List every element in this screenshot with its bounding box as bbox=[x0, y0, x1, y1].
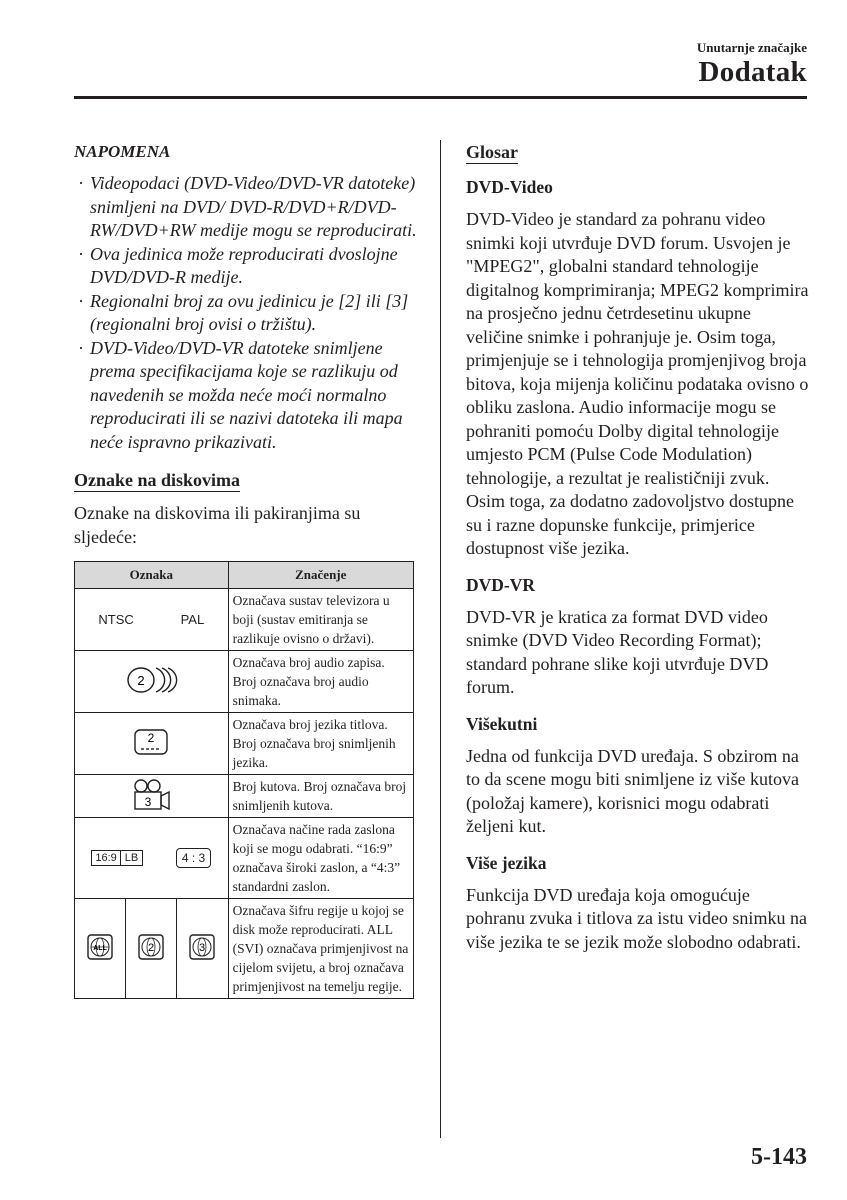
standard-screen-mark: 4 : 3 bbox=[176, 848, 211, 868]
subtitle-count: 2 bbox=[147, 731, 155, 745]
header-rule bbox=[74, 96, 807, 99]
camera-angle-icon bbox=[129, 777, 173, 813]
page-title: Dodatak bbox=[698, 56, 807, 88]
note-list bbox=[74, 172, 418, 454]
table-row bbox=[75, 589, 414, 651]
letterbox-label: LB bbox=[124, 852, 139, 864]
audio-count: 2 bbox=[137, 673, 145, 688]
disc-marks-table bbox=[74, 561, 414, 999]
disc-marks-title: Oznake na diskovima bbox=[74, 470, 241, 490]
meaning-cell: Označava šifru regije u kojoj se disk može reproducirati. ALL (SVI) označava primjenjivost na cijelom svijetu, a broj označava primjenjivost na temelju regije. bbox=[228, 899, 413, 999]
column-header-meaning: Značenje bbox=[228, 562, 413, 589]
column-header-mark: Oznaka bbox=[75, 562, 229, 589]
column-divider bbox=[440, 140, 441, 1138]
region-all-icon bbox=[86, 933, 114, 961]
ntsc-mark: NTSC bbox=[98, 612, 134, 627]
glossary-term: DVD-VR bbox=[466, 574, 536, 595]
pal-mark: PAL bbox=[180, 612, 205, 627]
table-row bbox=[75, 651, 414, 713]
glossary-definition: DVD-VR je kratica za format DVD video snimke (DVD Video Recording Format); standard pohrane slike koji utvrđuje DVD forum. bbox=[466, 606, 769, 697]
note-title: NAPOMENA bbox=[74, 142, 171, 161]
table-header-row bbox=[75, 562, 414, 589]
glossary-definition: Jedna od funkcija DVD uređaja. S obzirom na to da scene mogu biti snimljene iz više kutova (položaj kamere), korisnici mogu odabrati željeni kut. bbox=[466, 745, 799, 836]
note-item: · Regionalni broj za ovu jedinicu je [2] ili [3] (regionalni broj ovisi o tržištu). bbox=[74, 290, 418, 337]
table-row bbox=[75, 713, 414, 775]
glossary-term: DVD-Video bbox=[466, 177, 553, 197]
header-section-label: Unutarnje značajke bbox=[696, 40, 807, 55]
audio-tracks-icon bbox=[123, 663, 179, 697]
ratio-16-9-label: 16:9 bbox=[92, 851, 120, 865]
tv-system-marks bbox=[75, 589, 229, 651]
region-3-icon bbox=[188, 933, 216, 961]
widescreen-mark bbox=[91, 850, 143, 866]
table-row bbox=[75, 818, 414, 899]
page-number: 5-143 bbox=[751, 1144, 807, 1170]
subtitle-icon bbox=[131, 727, 171, 757]
glossary-definition: DVD-Video je standard za pohranu video snimki koji utvrđuje DVD forum. Usvojen je "MPEG2", globalni standard tehnologije digitalnog komprimiranja; MPEG2 komprimira na prosječno jednu četrdesetinu ukupne veličine snimke i pohranjuje je. Osim toga, primjenjuje se i tehnologija promjenjivog broja bitova, koja mijenja količinu podataka ovisno o obliku zaslona. Audio informacije mogu se pohraniti pomoću Dolby digital tehnologije umjesto PCM (Pulse Code Modulation) tehnologije, a rezultat je realističniji zvuk. Osim toga, za dodatno zadovoljstvo dostupne su i razne dopunske funkcije, primjerice dostupnost više jezika. bbox=[466, 209, 809, 558]
meaning-cell: Označava sustav televizora u boji (sustav emitiranja se razlikuje ovisno o državi). bbox=[228, 589, 413, 651]
left-column bbox=[74, 142, 418, 999]
meaning-cell: Broj kutova. Broj označava broj snimljenih kutova. bbox=[228, 775, 413, 818]
meaning-cell: Označava broj jezika titlova. Broj označava broj snimljenih jezika. bbox=[228, 713, 413, 775]
note-item: · DVD-Video/DVD-VR datoteke snimljene prema specifikacijama koje se razlikuju od navedenih se možda neće moći normalno reproducirati ili se nazivi datoteka ili mapa neće ispravno prikazivati. bbox=[74, 337, 418, 455]
angle-count: 3 bbox=[144, 794, 152, 809]
right-column bbox=[466, 142, 811, 954]
region-2-icon bbox=[137, 933, 165, 961]
glossary-term: Više jezika bbox=[466, 852, 547, 873]
region-code: ALL bbox=[93, 945, 107, 952]
note-item: · Ova jedinica može reproducirati dvoslojne DVD/DVD-R medije. bbox=[74, 243, 418, 290]
note-item: · Videopodaci (DVD-Video/DVD-VR datoteke) snimljeni na DVD/ DVD-R/DVD+R/DVD-RW/DVD+RW medije mogu se reproducirati. bbox=[74, 172, 418, 243]
table-row bbox=[75, 775, 414, 818]
glossary-definition: Funkcija DVD uređaja koja omogućuje pohranu zvuka i titlova za istu video snimku na više jezika te se jezik može slobodno odabrati. bbox=[466, 884, 807, 952]
meaning-cell: Označava načine rada zaslona koji se mogu odabrati. “16:9” označava široki zaslon, a “4:3” standardni zaslon. bbox=[228, 818, 413, 899]
region-code: 2 bbox=[147, 942, 154, 954]
table-row bbox=[75, 899, 414, 999]
meaning-cell: Označava broj audio zapisa. Broj označava broj audio snimaka. bbox=[228, 651, 413, 713]
region-code: 3 bbox=[199, 942, 206, 954]
glossary-term: Višekutni bbox=[466, 713, 538, 734]
disc-marks-intro: Oznake na diskovima ili pakiranjima su sljedeće: bbox=[74, 503, 361, 547]
glossary-title: Glosar bbox=[466, 142, 518, 162]
